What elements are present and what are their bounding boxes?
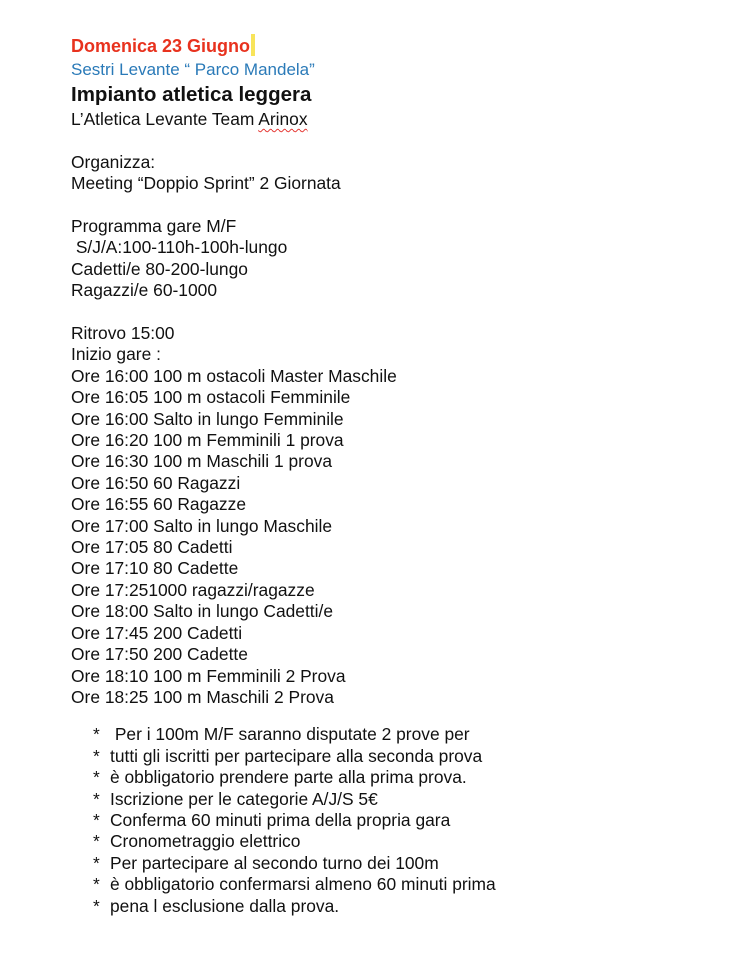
schedule-item: Ore 18:10 100 m Femminili 2 Prova [71,665,346,686]
bullet-mark: * [93,745,100,766]
schedule-item: Ore 17:10 80 Cadette [71,558,239,579]
schedule-item: Ore 16:55 60 Ragazze [71,494,246,515]
note-text: Cronometraggio elettrico [110,831,301,852]
bullet-mark: * [93,852,100,873]
facility-title: Impianto atletica leggera [71,83,312,106]
schedule-item: Ore 17:45 200 Cadetti [71,622,243,643]
schedule-item: Ore 16:30 100 m Maschili 1 prova [71,451,332,472]
note-text: pena l esclusione dalla prova. [110,895,340,916]
bullet-mark: * [93,831,100,852]
event-date [71,34,711,58]
schedule-item: Ore 17:05 80 Cadetti [71,537,233,558]
document-content [71,34,711,917]
schedule-item: Ore 16:00 Salto in lungo Femminile [71,408,344,429]
spacer [71,195,711,216]
organizer-event: Meeting “Doppio Sprint” 2 Giornata [71,173,341,194]
bullet-mark: * [93,788,100,809]
note-text: Iscrizione per le categorie A/J/S 5€ [110,788,378,809]
event-venue: Sestri Levante “ Parco Mandela” [71,60,315,79]
team-line [71,109,711,130]
schedule-item: Ore 16:00 100 m ostacoli Master Maschile [71,365,397,386]
schedule-item: Ore 16:05 100 m ostacoli Femminile [71,387,351,408]
program-line: S/J/A:100-110h-100h-lungo [71,237,288,258]
schedule-list [71,366,711,709]
meeting-time: Ritrovo 15:00 [71,323,175,344]
team-sponsor: Arinox [258,109,308,129]
note-item [93,789,711,810]
schedule-item: Ore 17:50 200 Cadette [71,644,248,665]
note-item [93,746,711,767]
schedule-item: Ore 16:50 60 Ragazzi [71,472,241,493]
event-date-text: Domenica 23 Giugno [71,36,251,56]
bullet-mark: * [93,809,100,830]
note-text: Conferma 60 minuti prima della propria gara [110,809,451,830]
bullet-mark: * [93,895,100,916]
schedule-item: Ore 17:251000 ragazzi/ragazze [71,579,315,600]
note-item [93,831,711,852]
note-item [93,767,711,788]
organizer-label: Organizza: [71,151,156,172]
schedule-item: Ore 17:00 Salto in lungo Maschile [71,515,333,536]
spacer [71,130,711,151]
note-text: Per partecipare al secondo turno dei 100m [110,852,439,873]
note-item [93,853,711,874]
team-prefix: L’Atletica Levante Team [71,109,259,129]
note-text: è obbligatorio prendere parte alla prima prova. [110,767,467,788]
note-item [93,724,711,745]
start-label: Inizio gare : [71,344,161,365]
schedule-item: Ore 18:25 100 m Maschili 2 Prova [71,686,334,707]
spacer [71,302,711,323]
program-line: Ragazzi/e 60-1000 [71,280,217,301]
bullet-mark: * [93,724,100,745]
schedule-item: Ore 18:00 Salto in lungo Cadetti/e [71,601,333,622]
notes-list [71,724,711,917]
program-line: Cadetti/e 80-200-lungo [71,258,248,279]
schedule-item: Ore 16:20 100 m Femminili 1 prova [71,430,344,451]
note-text: Per i 100m M/F saranno disputate 2 prove per [110,724,470,745]
bullet-mark: * [93,767,100,788]
program-title: Programma gare M/F [71,216,237,236]
note-text: è obbligatorio confermarsi almeno 60 minuti prima [110,874,496,895]
note-item [93,810,711,831]
text-cursor [251,34,255,56]
note-item [93,874,711,895]
note-text: tutti gli iscritti per partecipare alla seconda prova [110,745,483,766]
note-item [93,896,711,917]
bullet-mark: * [93,874,100,895]
